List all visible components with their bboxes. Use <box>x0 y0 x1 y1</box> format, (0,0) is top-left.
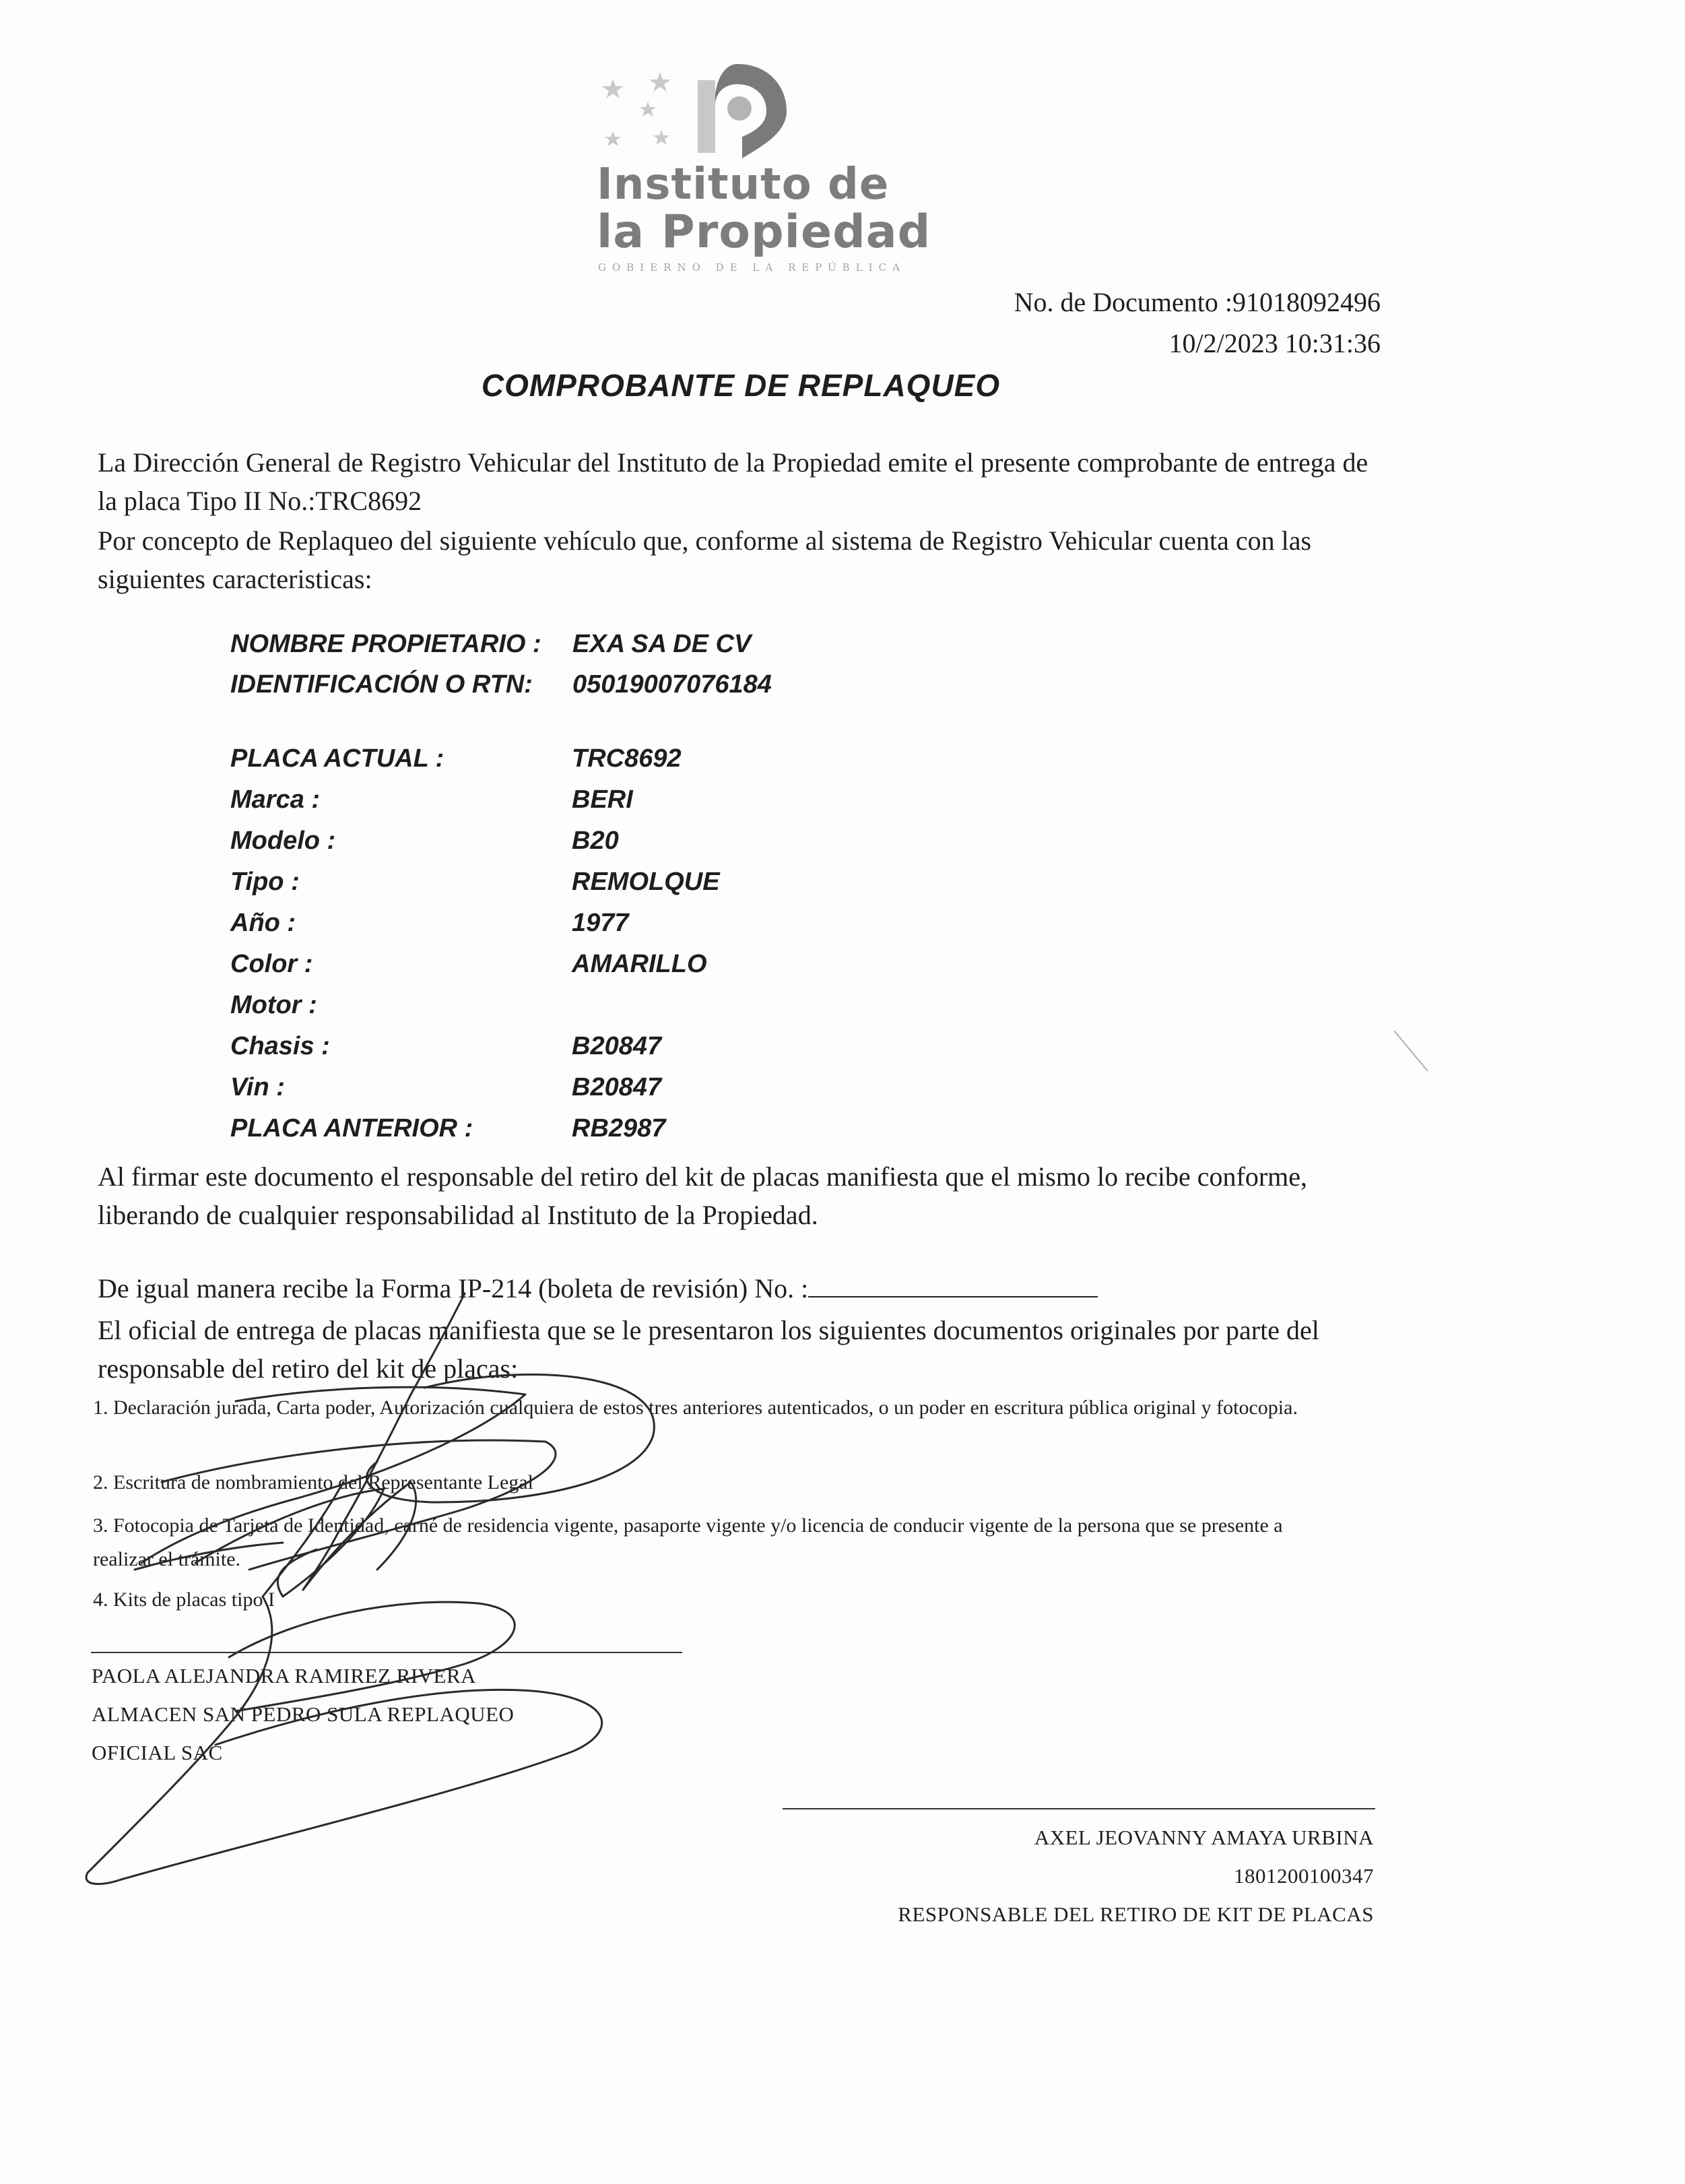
recipient-name: AXEL JEOVANNY AMAYA URBINA <box>1034 1826 1374 1849</box>
field-label: Año : <box>230 909 296 937</box>
form-ip214-text: De igual manera recibe la Forma IP-214 (boleta de revisión) No. : <box>98 1273 809 1304</box>
page-title: COMPROBANTE DE REPLAQUEO <box>481 368 1001 403</box>
document-number: 91018092496 <box>1232 287 1381 317</box>
institute-logo <box>586 57 931 280</box>
logo-subtitle: GOBIERNO DE LA REPÚBLICA <box>598 261 906 274</box>
field-label: Vin : <box>230 1073 285 1101</box>
field-label: Marca : <box>230 785 321 814</box>
handwritten-signature <box>61 1280 734 1906</box>
logo-text-line2: la Propiedad <box>597 205 931 259</box>
field-value: AMARILLO <box>572 950 707 978</box>
field-value: 1977 <box>572 909 629 937</box>
concept-paragraph: Por concepto de Replaqueo del siguiente vehículo que, conforme al sistema de Registro Vehicular cuenta con las siguientes caracteristicas: <box>98 525 1312 594</box>
field-value: 05019007076184 <box>572 670 772 699</box>
field-value: TRC8692 <box>572 744 682 773</box>
form-number-blank <box>808 1271 1098 1297</box>
recipient-role: RESPONSABLE DEL RETIRO DE KIT DE PLACAS <box>898 1902 1374 1926</box>
documents-intro-paragraph: El oficial de entrega de placas manifiesta que se le presentaron los siguientes documentos originales por parte del responsable del retiro del kit de placas: <box>98 1315 1319 1384</box>
document-list-item: 3. Fotocopia de Tarjeta de Identidad, carné de residencia vigente, pasaporte vigente y/o licencia de conducir vigente de la persona que se presente a realizar el trámite. <box>93 1514 1283 1570</box>
recipient-signature-line <box>783 1808 1375 1809</box>
field-label: PLACA ACTUAL : <box>230 744 444 773</box>
scan-artifact <box>1387 1010 1441 1078</box>
document-list-item: 4. Kits de placas tipo I <box>93 1588 275 1611</box>
logo-text-line1: Instituto de <box>597 160 890 210</box>
field-label: NOMBRE PROPIETARIO : <box>230 630 541 658</box>
field-label: Tipo : <box>230 868 300 896</box>
field-label: Motor : <box>230 991 317 1019</box>
officer-name: PAOLA ALEJANDRA RAMIREZ RIVERA <box>92 1664 477 1688</box>
logo-emblem-icon <box>586 57 896 158</box>
officer-role: OFICIAL SAC <box>92 1741 223 1764</box>
document-list-item: 1. Declaración jurada, Carta poder, Autorización cualquiera de estos tres anteriores autenticados, o un poder en escritura pública original y fotocopia. <box>93 1396 1298 1419</box>
field-value: B20847 <box>572 1032 662 1060</box>
document-datetime: 10/2/2023 10:31:36 <box>1168 328 1381 358</box>
field-value: EXA SA DE CV <box>572 630 752 658</box>
recipient-id: 1801200100347 <box>1234 1864 1374 1888</box>
field-label: Chasis : <box>230 1032 330 1060</box>
document-number-line <box>1014 286 1381 318</box>
intro-paragraph: La Dirección General de Registro Vehicular del Instituto de la Propiedad emite el presente comprobante de entrega de la placa Tipo II No.:TRC8692 <box>98 447 1368 516</box>
field-label: Color : <box>230 950 313 978</box>
declaration-paragraph: Al firmar este documento el responsable del retiro del kit de placas manifiesta que el mismo lo recibe conforme, liberando de cualquier responsabilidad al Instituto de la Propiedad. <box>98 1161 1308 1230</box>
field-value: B20 <box>572 827 619 855</box>
field-value: REMOLQUE <box>572 868 720 896</box>
officer-location: ALMACEN SAN PEDRO SULA REPLAQUEO <box>92 1702 515 1726</box>
field-label: PLACA ANTERIOR : <box>230 1114 473 1143</box>
field-value: B20847 <box>572 1073 662 1101</box>
document-list-item: 2. Escritura de nombramiento del Representante Legal <box>93 1471 533 1494</box>
field-label: IDENTIFICACIÓN O RTN: <box>230 670 533 699</box>
field-value: RB2987 <box>572 1114 666 1143</box>
field-value: BERI <box>572 785 633 814</box>
document-number-label: No. de Documento : <box>1014 287 1232 317</box>
field-label: Modelo : <box>230 827 336 855</box>
